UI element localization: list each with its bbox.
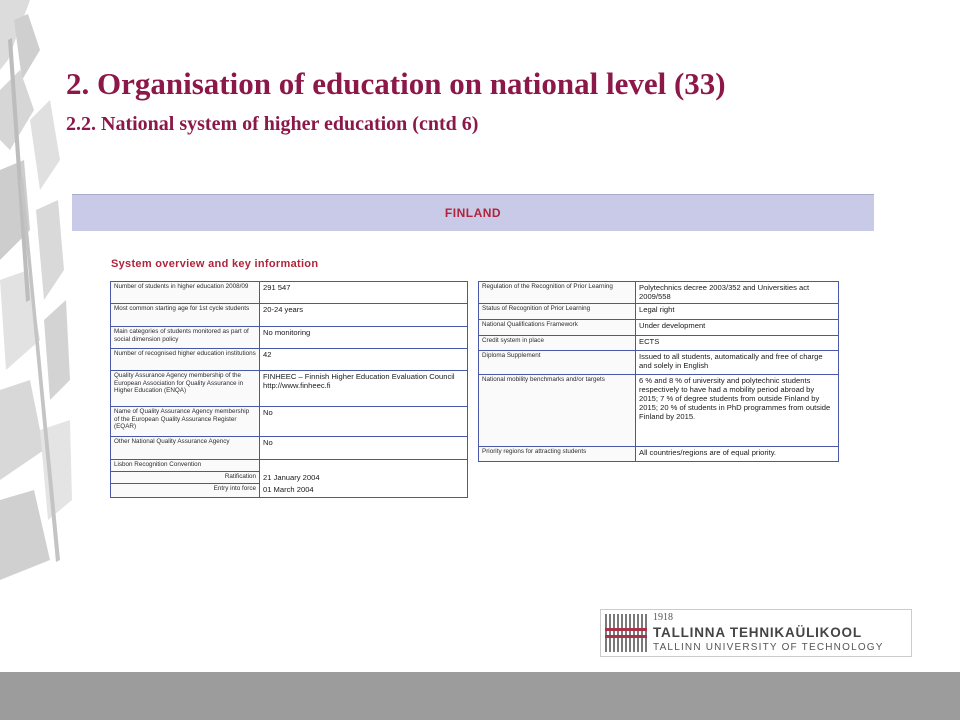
table-row xyxy=(111,472,468,484)
row-label: Priority regions for attracting students xyxy=(479,447,636,462)
section-title: System overview and key information xyxy=(111,258,319,270)
row-value: 20-24 years xyxy=(260,304,468,327)
logo-name: TALLINNA TEHNIKAÜLIKOOL xyxy=(653,625,862,640)
row-label: Ratification xyxy=(111,472,260,484)
country-sheet-image xyxy=(72,192,874,582)
row-value: Legal right xyxy=(636,304,839,320)
logo-subname: TALLINN UNIVERSITY OF TECHNOLOGY xyxy=(653,642,884,653)
row-value: 291 547 xyxy=(260,282,468,304)
row-label: Diploma Supplement xyxy=(479,351,636,375)
row-label: Status of Recognition of Prior Learning xyxy=(479,304,636,320)
row-value: 6 % and 8 % of university and polytechnic students respectively to have had a mobility period abroad by 2015; 7 % of degree students from outside Finland by 2015; 20 % of students in PhD programmes from outside Finland by 2015. xyxy=(636,375,839,447)
slide-subtitle: 2.2. National system of higher education (cntd 6) xyxy=(66,113,479,135)
row-value: 21 January 2004 xyxy=(260,472,468,484)
row-value: FINHEEC – Finnish Higher Education Evaluation Council http://www.finheec.fi xyxy=(260,371,468,407)
table-row xyxy=(111,460,468,472)
row-value: Under development xyxy=(636,320,839,336)
country-banner: FINLAND xyxy=(72,194,874,231)
table-row xyxy=(479,304,839,320)
row-value: 01 March 2004 xyxy=(260,484,468,498)
row-value: ECTS xyxy=(636,336,839,351)
row-label: Credit system in place xyxy=(479,336,636,351)
university-logo xyxy=(600,609,912,657)
row-label: Main categories of students monitored as part of social dimension policy xyxy=(111,327,260,349)
row-label: Number of recognised higher education institutions xyxy=(111,349,260,371)
right-info-table xyxy=(478,281,839,462)
row-label: Name of Quality Assurance Agency membership of the European Quality Assurance Register (EQAR) xyxy=(111,407,260,437)
table-row xyxy=(479,351,839,375)
logo-year: 1918 xyxy=(653,612,673,623)
table-row xyxy=(111,437,468,460)
table-row xyxy=(479,375,839,447)
row-label: Entry into force xyxy=(111,484,260,498)
table-row xyxy=(479,336,839,351)
table-row xyxy=(111,371,468,407)
slide-title: 2. Organisation of education on national level (33) xyxy=(66,66,726,101)
row-label: Other National Quality Assurance Agency xyxy=(111,437,260,460)
table-row xyxy=(111,484,468,498)
row-label: Regulation of the Recognition of Prior Learning xyxy=(479,282,636,304)
table-row xyxy=(111,349,468,371)
logo-barcode-icon xyxy=(605,614,647,652)
table-row xyxy=(111,327,468,349)
row-value: Polytechnics decree 2003/352 and Universities act 2009/558 xyxy=(636,282,839,304)
table-row xyxy=(111,407,468,437)
table-row xyxy=(479,282,839,304)
row-label: Number of students in higher education 2008/09 xyxy=(111,282,260,304)
row-value: 42 xyxy=(260,349,468,371)
row-label: Quality Assurance Agency membership of the European Association for Quality Assurance in Higher Education (ENQA) xyxy=(111,371,260,407)
table-row xyxy=(479,320,839,336)
table-row xyxy=(479,447,839,462)
table-row xyxy=(111,304,468,327)
left-info-table xyxy=(110,281,468,498)
row-label: Most common starting age for 1st cycle students xyxy=(111,304,260,327)
row-value: All countries/regions are of equal priority. xyxy=(636,447,839,462)
table-row xyxy=(111,282,468,304)
decorative-background-pattern xyxy=(0,0,72,580)
footer-bar xyxy=(0,672,960,720)
row-value: No xyxy=(260,407,468,437)
row-value: No monitoring xyxy=(260,327,468,349)
row-value xyxy=(260,460,468,472)
row-label: National mobility benchmarks and/or targets xyxy=(479,375,636,447)
row-value: No xyxy=(260,437,468,460)
row-label: National Qualifications Framework xyxy=(479,320,636,336)
row-label: Lisbon Recognition Convention xyxy=(111,460,260,472)
row-value: Issued to all students, automatically and free of charge and solely in English xyxy=(636,351,839,375)
